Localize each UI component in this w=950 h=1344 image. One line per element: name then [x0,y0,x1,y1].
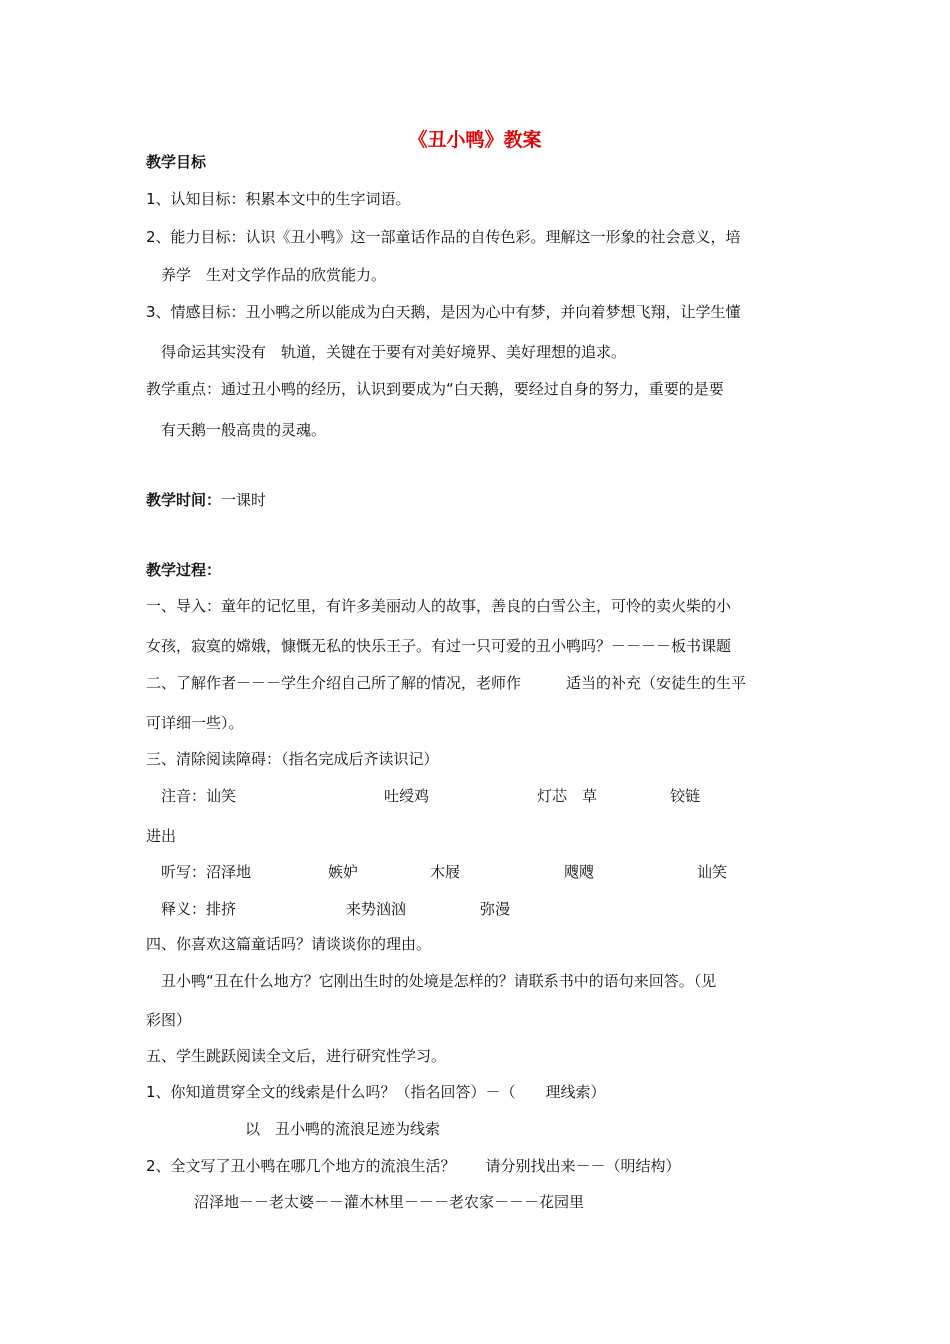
question-2: 2、全文写了丑小鸭在哪几个地方的流浪生活？ 请分别找出来－－（明结构） [146,1157,681,1175]
goal-2-line-2: 养学 生对文学作品的欣赏能力。 [161,266,387,284]
meaning-word-3: 弥漫 [480,900,511,918]
step-3: 三、清除阅读障碍：（指名完成后齐读识记） [146,750,439,768]
dictation-word-2: 嫉妒 [328,863,359,881]
goal-2-line-1: 2、能力目标：认识《丑小鸭》这一部童话作品的自传色彩。理解这一形象的社会意义，培 [146,228,741,246]
page-title: 《丑小鸭》教案 [408,129,542,151]
teaching-time-label: 教学时间： [146,491,222,509]
question-1: 1、你知道贯穿全文的线索是什么吗？（指名回答）－（ 理线索） [146,1083,606,1101]
goal-3-line-1: 3、情感目标：丑小鸭之所以能成为白天鹅，是因为心中有梦，并向着梦想飞翔，让学生懂 [146,303,741,321]
meaning-label: 释义：排挤 [161,900,237,918]
step-5: 五、学生跳跃阅读全文后，进行研究性学习。 [146,1047,447,1065]
focus-line-2: 有天鹅一般高贵的灵魂。 [161,421,327,439]
meaning-word-2: 来势汹汹 [346,900,407,918]
question-2-answer: 沼泽地－－老太婆－－灌木林里－－－老农家－－－花园里 [194,1193,585,1211]
step-4-question-line-1: 丑小鸭“丑在什么地方？它刚出生时的处境是怎样的？请联系书中的语句来回答。（见 [161,972,717,990]
pronunciation-word-4: 铰链 [670,787,701,805]
dictation-word-5: 讪笑 [697,863,728,881]
section-heading-goals: 教学目标 [146,153,207,171]
step-2-line-1: 二、了解作者－－－学生介绍自己所了解的情况，老师作 适当的补充（安徒生的生平 [146,674,747,692]
teaching-time [146,490,266,510]
pronunciation-word-5: 进出 [146,827,177,845]
step-4-question-line-2: 彩图） [146,1011,192,1029]
dictation-word-4: 飕飕 [564,863,595,881]
pronunciation-label: 注音：讪笑 [161,787,237,805]
step-2-line-2: 可详细一些）。 [146,714,244,732]
teaching-time-value: 一课时 [221,491,267,509]
process-label: 教学过程： [146,561,222,579]
pronunciation-word-2: 吐绶鸡 [384,787,430,805]
step-4: 四、你喜欢这篇童话吗？请谈谈你的理由。 [146,935,432,953]
dictation-word-3: 木屐 [430,863,461,881]
step-1-line-2: 女孩，寂寞的嫦娥，慷慨无私的快乐王子。有过一只可爱的丑小鸭吗？－－－－板书课题 [146,637,732,655]
question-1-answer: 以 丑小鸭的流浪足迹为线索 [245,1120,441,1138]
goal-3-line-2: 得命运其实没有 轨道，关键在于要有对美好境界、美好理想的追求。 [161,343,627,361]
pronunciation-word-3: 灯芯 草 [537,787,598,805]
goal-1: 1、认知目标：积累本文中的生字词语。 [146,190,411,208]
dictation-label: 听写：沼泽地 [161,863,252,881]
step-1-line-1: 一、导入：童年的记忆里，有许多美丽动人的故事，善良的白雪公主，可怜的卖火柴的小 [146,597,732,615]
focus-line-1: 教学重点：通过丑小鸭的经历，认识到要成为“白天鹅，要经过自身的努力，重要的是要 [146,380,724,398]
